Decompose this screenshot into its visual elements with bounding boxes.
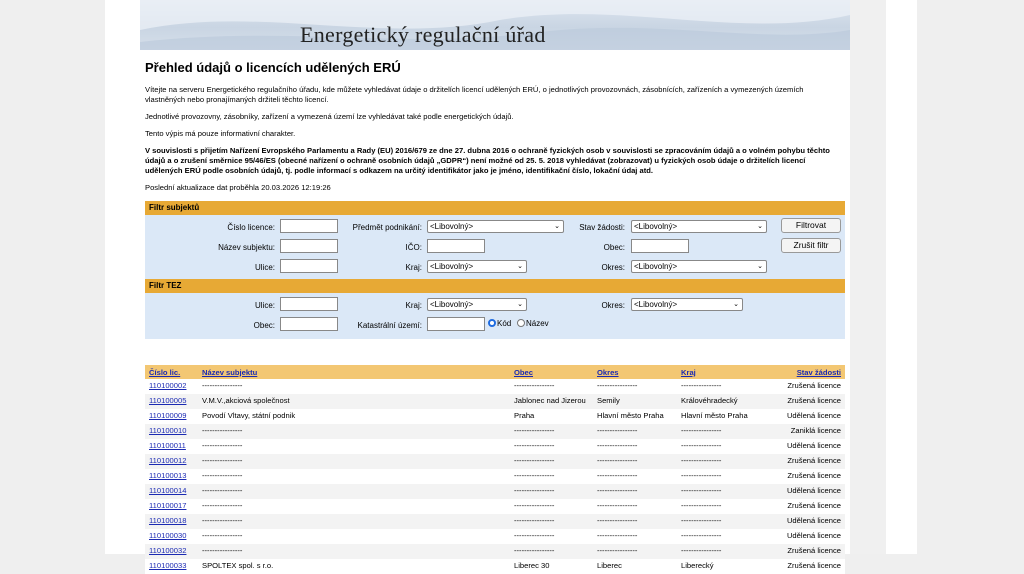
intro-paragraph-2: Jednotlivé provozovny, zásobníky, zařízení a vymezená území lze vyhledávat také podle energetických údajů. (145, 112, 514, 121)
disclaimer-text: Tento výpis má pouze informativní charakter. (145, 129, 296, 138)
tez-district-label: Okres: (601, 301, 625, 310)
main-content (140, 0, 850, 570)
table-row (145, 409, 845, 424)
license-number-link[interactable]: 110100033 (145, 559, 198, 574)
tez-region-label: Kraj: (405, 301, 422, 310)
chevron-down-icon: ⌄ (554, 223, 560, 230)
table-cell: ---------------- (593, 529, 677, 544)
table-cell: Zrušená licence (781, 499, 845, 514)
license-table (145, 365, 845, 574)
radio-selected-icon (488, 319, 496, 327)
region-select[interactable]: <Libovolný> ⌄ (427, 260, 527, 273)
cadastral-label: Katastrální území: (357, 321, 422, 330)
table-cell: ---------------- (510, 469, 593, 484)
table-cell: ---------------- (510, 379, 593, 394)
municipality-label: Obec: (603, 243, 625, 252)
license-number-link[interactable]: 110100013 (145, 469, 198, 484)
table-cell: ---------------- (593, 514, 677, 529)
table-row (145, 529, 845, 544)
table-cell: ---------------- (198, 454, 510, 469)
filter-subjects-box (145, 215, 845, 279)
header-banner (140, 0, 850, 50)
license-number-link[interactable]: 110100018 (145, 514, 198, 529)
street-input[interactable] (280, 259, 338, 273)
table-cell: ---------------- (510, 424, 593, 439)
table-cell: ---------------- (198, 529, 510, 544)
table-cell: Semily (593, 394, 677, 409)
tez-region-select[interactable]: <Libovolný> ⌄ (427, 298, 527, 311)
table-cell: ---------------- (677, 424, 781, 439)
table-row (145, 424, 845, 439)
gdpr-notice: V souvislosti s přijetím Nařízení Evropského Parlamentu a Rady (EU) 2016/679 ze dne 27. dubna 2016 o ochraně fyzických osob v souvislosti se zpracováním údajů a o volném pohybu těchto údajů a o zrušení směrnice 95/46/ES (obecné nařízení o ochraně osobních údajů „GDPR“) není možné od 25. 5. 2018 vyhledávat (zobrazovat) u fyzických osob údaje o držitelích licencí udělených ERÚ podle osobních údajů, tj. podle informací s odkazem na určitý identifikátor jako je jméno, identifikační číslo, lokační údaj atd. (145, 146, 830, 175)
intro-paragraph: Vítejte na serveru Energetického regulačního úřadu, kde můžete vyhledávat údaje o držitelích licencí udělených ERÚ, o jednotlivých provozovnách, zásobnících, zařízeních a vymezených územích vlastněných nebo pronajímaných držiteli těchto licencí. (145, 85, 804, 104)
table-cell: ---------------- (593, 439, 677, 454)
table-cell: ---------------- (510, 439, 593, 454)
table-cell: Hlavní město Praha (677, 409, 781, 424)
table-cell: ---------------- (593, 424, 677, 439)
table-cell: ---------------- (198, 544, 510, 559)
table-cell: ---------------- (677, 379, 781, 394)
request-state-label: Stav žádosti: (579, 223, 625, 232)
table-cell: ---------------- (677, 514, 781, 529)
request-state-select[interactable]: <Libovolný> ⌄ (631, 220, 767, 233)
table-row (145, 439, 845, 454)
chevron-down-icon: ⌄ (733, 301, 739, 308)
table-cell: Praha (510, 409, 593, 424)
license-number-input[interactable] (280, 219, 338, 233)
table-cell: Jablonec nad Jizerou (510, 394, 593, 409)
license-number-link[interactable]: 110100010 (145, 424, 198, 439)
filter-tez-title: Filtr TEZ (145, 279, 845, 293)
table-cell: ---------------- (677, 469, 781, 484)
table-cell: Zrušená licence (781, 379, 845, 394)
license-number-link[interactable]: 110100005 (145, 394, 198, 409)
license-number-link[interactable]: 110100032 (145, 544, 198, 559)
col-license-number[interactable]: Číslo lic. (145, 365, 198, 379)
table-cell: Liberec 30 (510, 559, 593, 574)
cadastral-input[interactable] (427, 317, 485, 331)
district-label: Okres: (601, 263, 625, 272)
page-scrollbar-area (850, 0, 886, 554)
chevron-down-icon: ⌄ (757, 263, 763, 270)
radio-code[interactable]: Kód (488, 319, 511, 328)
col-district[interactable]: Okres (593, 365, 677, 379)
table-cell: ---------------- (677, 439, 781, 454)
table-cell: Udělená licence (781, 514, 845, 529)
ico-label: IČO: (405, 243, 422, 252)
municipality-input[interactable] (631, 239, 689, 253)
license-number-link[interactable]: 110100017 (145, 499, 198, 514)
table-row (145, 499, 845, 514)
table-cell: ---------------- (510, 484, 593, 499)
table-header-row (145, 365, 845, 379)
filter-tez-box (145, 293, 845, 339)
ico-input[interactable] (427, 239, 485, 253)
table-cell: Zrušená licence (781, 559, 845, 574)
table-cell: Zaniklá licence (781, 424, 845, 439)
table-cell: ---------------- (510, 499, 593, 514)
table-cell: ---------------- (677, 484, 781, 499)
table-cell: Zrušená licence (781, 544, 845, 559)
table-cell: Udělená licence (781, 529, 845, 544)
filter-subjects-section (145, 201, 845, 339)
table-cell: ---------------- (198, 514, 510, 529)
site-title: Energetický regulační úřad (300, 22, 546, 47)
business-subject-select[interactable]: <Libovolný> ⌄ (427, 220, 564, 233)
table-row (145, 394, 845, 409)
col-municipality[interactable]: Obec (510, 365, 593, 379)
table-row (145, 454, 845, 469)
license-number-link[interactable]: 110100009 (145, 409, 198, 424)
street-label: Ulice: (254, 263, 275, 272)
subject-name-input[interactable] (280, 239, 338, 253)
table-cell: Zrušená licence (781, 454, 845, 469)
region-label: Kraj: (405, 263, 422, 272)
chevron-down-icon: ⌄ (517, 263, 523, 270)
table-cell: ---------------- (593, 499, 677, 514)
tez-street-label: Ulice: (254, 301, 275, 310)
tez-municipality-label: Obec: (253, 321, 275, 330)
tez-municipality-input[interactable] (280, 317, 338, 331)
license-number-link[interactable]: 110100030 (145, 529, 198, 544)
license-number-link[interactable]: 110100014 (145, 484, 198, 499)
table-row (145, 544, 845, 559)
table-row (145, 469, 845, 484)
page-background (105, 0, 917, 570)
table-body (145, 379, 845, 574)
chevron-down-icon: ⌄ (517, 301, 523, 308)
table-row (145, 484, 845, 499)
table-cell: Udělená licence (781, 409, 845, 424)
table-cell: Liberecký (677, 559, 781, 574)
table-cell: ---------------- (198, 424, 510, 439)
table-cell: ---------------- (510, 529, 593, 544)
tez-district-select[interactable]: <Libovolný> ⌄ (631, 298, 743, 311)
table-cell: Zrušená licence (781, 469, 845, 484)
table-cell: SPOLTEX spol. s r.o. (198, 559, 510, 574)
table-cell: Udělená licence (781, 439, 845, 454)
table-cell: ---------------- (677, 454, 781, 469)
table-cell: Liberec (593, 559, 677, 574)
license-number-link[interactable]: 110100012 (145, 454, 198, 469)
table-cell: ---------------- (198, 379, 510, 394)
table-cell: Zrušená licence (781, 394, 845, 409)
license-number-link[interactable]: 110100011 (145, 439, 198, 454)
table-cell: ---------------- (198, 499, 510, 514)
district-select[interactable]: <Libovolný> ⌄ (631, 260, 767, 273)
table-cell: ---------------- (593, 484, 677, 499)
table-cell: Udělená licence (781, 484, 845, 499)
table-row (145, 559, 845, 574)
license-number-link[interactable]: 110100002 (145, 379, 198, 394)
table-cell: ---------------- (198, 469, 510, 484)
table-cell: Královéhradecký (677, 394, 781, 409)
business-subject-label: Předmět podnikání: (352, 223, 422, 232)
cancel-filter-button[interactable]: Zrušit filtr (781, 238, 841, 253)
table-cell: ---------------- (198, 439, 510, 454)
table-cell: ---------------- (510, 454, 593, 469)
table-cell: ---------------- (510, 514, 593, 529)
col-region[interactable]: Kraj (677, 365, 781, 379)
table-cell: Povodí Vltavy, státní podnik (198, 409, 510, 424)
tez-street-input[interactable] (280, 297, 338, 311)
filter-subjects-title: Filtr subjektů (145, 201, 845, 215)
radio-empty-icon (517, 319, 525, 327)
table-row (145, 379, 845, 394)
col-request-state[interactable]: Stav žádosti (781, 365, 845, 379)
table-cell: ---------------- (510, 544, 593, 559)
col-subject-name[interactable]: Název subjektu (198, 365, 510, 379)
last-update-text: Poslední aktualizace dat proběhla 20.03.2026 12:19:26 (145, 183, 331, 192)
page-title: Přehled údajů o licencích udělených ERÚ (145, 60, 401, 75)
table-cell: Hlavní město Praha (593, 409, 677, 424)
table-cell: ---------------- (593, 544, 677, 559)
table-cell: V.M.V.,akciová společnost (198, 394, 510, 409)
subject-name-label: Název subjektu: (218, 243, 275, 252)
table-cell: ---------------- (677, 544, 781, 559)
table-cell: ---------------- (677, 529, 781, 544)
chevron-down-icon: ⌄ (757, 223, 763, 230)
filter-button[interactable]: Filtrovat (781, 218, 841, 233)
license-number-label: Číslo licence: (227, 223, 275, 232)
table-cell: ---------------- (198, 484, 510, 499)
table-cell: ---------------- (677, 499, 781, 514)
table-cell: ---------------- (593, 379, 677, 394)
table-cell: ---------------- (593, 469, 677, 484)
radio-name[interactable]: Název (517, 319, 549, 328)
table-cell: ---------------- (593, 454, 677, 469)
table-row (145, 514, 845, 529)
